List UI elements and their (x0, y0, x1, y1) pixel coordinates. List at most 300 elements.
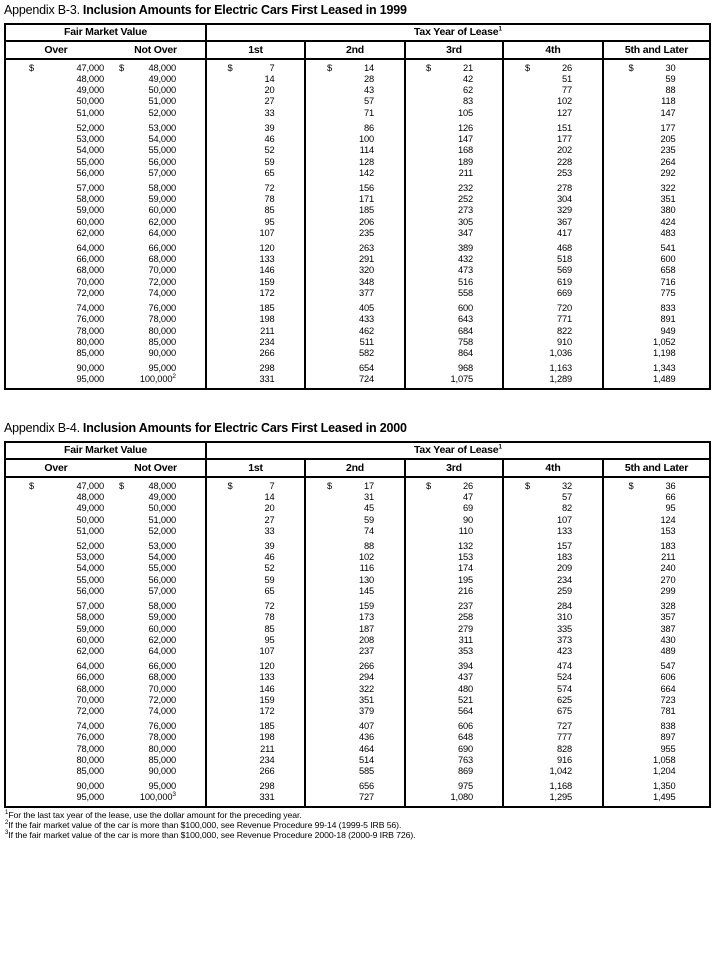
cell-not-over (106, 721, 205, 732)
value-wrap: 52,000 (148, 525, 176, 536)
value-wrap: 50,000 (76, 96, 104, 107)
cell-year-3 (404, 684, 502, 695)
cell-year-5 (602, 684, 709, 695)
value-wrap: 59,000 (76, 205, 104, 216)
value-wrap: 329 (556, 205, 572, 216)
value-wrap: 50,000 (76, 514, 104, 525)
value-wrap: 202 (556, 145, 572, 156)
value-wrap: 656 (358, 781, 374, 792)
cell-year-3 (404, 205, 502, 216)
cell-year-2 (304, 695, 404, 706)
cell-year-1 (205, 277, 304, 288)
table-row (6, 732, 709, 743)
value-wrap: 291 (358, 254, 374, 265)
value-wrap: 253 (556, 167, 572, 178)
cell-year-2 (304, 168, 404, 179)
value-wrap: 564 (457, 706, 473, 717)
footnotes (5, 811, 715, 840)
cell-year-4 (502, 205, 602, 216)
cell-year-3 (404, 108, 502, 119)
cell-not-over (106, 624, 205, 635)
value-wrap: 234 (259, 336, 275, 347)
value-wrap: 72 (264, 600, 275, 611)
value-wrap: 353 (457, 646, 473, 657)
cell-year-1 (205, 205, 304, 216)
cell-year-1 (205, 646, 304, 657)
value-wrap: 58,000 (148, 182, 176, 193)
cell-year-5 (602, 145, 709, 156)
cell-year-3 (404, 481, 502, 492)
table-row (6, 85, 709, 96)
value-wrap: 80,000 (76, 336, 104, 347)
value-wrap: 781 (660, 706, 676, 717)
cell-year-4 (502, 74, 602, 85)
cell-year-1 (205, 492, 304, 503)
col-header-not-over: Not Over (134, 462, 177, 475)
value-wrap: 146 (259, 683, 275, 694)
cell-over (6, 326, 106, 337)
cell-year-2 (304, 363, 404, 374)
cell-over (6, 96, 106, 107)
value-wrap: 1,289 (549, 374, 572, 385)
table-row (6, 672, 709, 683)
table-row (6, 481, 709, 492)
cell-year-5 (602, 74, 709, 85)
value-wrap: 258 (457, 612, 473, 623)
cell-year-2 (304, 205, 404, 216)
value-wrap: 126 (457, 122, 473, 133)
table-header-row (6, 443, 709, 460)
value-wrap: 90,000 (76, 362, 104, 373)
cell-over (6, 63, 106, 74)
value-wrap: 266 (259, 348, 275, 359)
value-wrap: 822 (556, 325, 572, 336)
value-wrap: 235 (358, 227, 374, 238)
cell-year-1 (205, 265, 304, 276)
cell-year-2 (304, 337, 404, 348)
table-row (6, 168, 709, 179)
cell-year-2 (304, 265, 404, 276)
cell-year-2 (304, 706, 404, 717)
cell-year-5 (602, 348, 709, 359)
table-row (6, 96, 709, 107)
value-wrap: 480 (457, 683, 473, 694)
value-wrap: 910 (556, 336, 572, 347)
cell-not-over (106, 265, 205, 276)
cell-year-1 (205, 123, 304, 134)
value-wrap: 168 (457, 145, 473, 156)
cell-year-3 (404, 792, 502, 803)
value-wrap: 209 (556, 563, 572, 574)
cell-year-4 (502, 363, 602, 374)
cell-over (6, 586, 106, 597)
value-wrap: 54,000 (148, 133, 176, 144)
value-wrap: 351 (358, 694, 374, 705)
value-wrap: 57 (363, 96, 374, 107)
table-row (6, 721, 709, 732)
value-wrap: 891 (660, 314, 676, 325)
cell-over (6, 145, 106, 156)
column-header-row (6, 460, 709, 478)
cell-year-4 (502, 755, 602, 766)
value-wrap: 62,000 (76, 646, 104, 657)
value-wrap: 292 (660, 167, 676, 178)
value-wrap: 483 (660, 227, 676, 238)
value-wrap: 69 (462, 503, 473, 514)
value-wrap: 723 (660, 694, 676, 705)
cell-over (6, 205, 106, 216)
table-row (6, 337, 709, 348)
value-wrap: 78,000 (148, 732, 176, 743)
value-wrap: 133 (259, 672, 275, 683)
cell-over (6, 288, 106, 299)
cell-year-2 (304, 277, 404, 288)
table-row (6, 503, 709, 514)
appendix-b4-title (4, 421, 715, 435)
cell-year-1 (205, 228, 304, 239)
cell-year-3 (404, 492, 502, 503)
cell-year-5 (602, 96, 709, 107)
value-wrap: 58,000 (76, 612, 104, 623)
value-wrap: 59,000 (148, 612, 176, 623)
value-wrap: 1,295 (549, 792, 572, 803)
value-wrap: 147 (660, 107, 676, 118)
value-wrap: 95,000 (76, 374, 104, 385)
value-wrap: 541 (660, 242, 676, 253)
cell-not-over (106, 552, 205, 563)
value-wrap: 33 (264, 525, 275, 536)
value-wrap: 174 (457, 563, 473, 574)
value-wrap: 159 (259, 694, 275, 705)
value-wrap: 955 (660, 743, 676, 754)
value-wrap: 118 (661, 96, 676, 107)
cell-year-4 (502, 288, 602, 299)
value-wrap: 127 (556, 107, 572, 118)
cell-year-3 (404, 157, 502, 168)
cell-year-2 (304, 63, 404, 74)
cell-year-5 (602, 706, 709, 717)
value-wrap: $ 21 (426, 62, 473, 73)
value-wrap: 1,489 (652, 374, 676, 385)
cell-year-5 (602, 515, 709, 526)
cell-year-2 (304, 612, 404, 623)
cell-not-over (106, 515, 205, 526)
cell-year-4 (502, 303, 602, 314)
cell-year-4 (502, 134, 602, 145)
value-wrap: 417 (556, 227, 572, 238)
value-wrap: 95,000 (148, 362, 176, 373)
cell-not-over (106, 63, 205, 74)
dollar-sign: $ (29, 480, 35, 491)
value-wrap: 100,000$^2$ (139, 373, 176, 385)
value-wrap: 55,000 (76, 156, 104, 167)
value-wrap: $ 26 (525, 62, 572, 73)
value-wrap: 270 (660, 574, 676, 585)
value-wrap: 547 (660, 661, 676, 671)
value-wrap: 78 (264, 612, 275, 623)
cell-year-4 (502, 563, 602, 574)
cell-year-4 (502, 732, 602, 743)
value-wrap: 394 (457, 661, 473, 671)
value-wrap: $ 26 (426, 480, 473, 491)
cell-over (6, 228, 106, 239)
value-wrap: 74,000 (76, 721, 104, 732)
value-wrap: 20 (264, 503, 275, 514)
cell-year-4 (502, 157, 602, 168)
cell-year-3 (404, 74, 502, 85)
cell-year-1 (205, 601, 304, 612)
value-wrap: 758 (457, 336, 473, 347)
cell-year-1 (205, 157, 304, 168)
value-wrap: 31 (363, 492, 374, 503)
value-wrap: 328 (660, 600, 676, 611)
cell-not-over (106, 145, 205, 156)
value-wrap: 205 (660, 133, 676, 144)
cell-year-4 (502, 217, 602, 228)
cell-year-5 (602, 624, 709, 635)
value-wrap: 49,000 (148, 492, 176, 503)
value-wrap: 294 (358, 672, 374, 683)
cell-year-1 (205, 145, 304, 156)
cell-year-5 (602, 503, 709, 514)
tax-year-header: Tax Year of Lease$^1$ (205, 25, 709, 40)
value-wrap: 95 (264, 216, 275, 227)
cell-year-3 (404, 635, 502, 646)
cell-year-3 (404, 732, 502, 743)
cell-not-over (106, 194, 205, 205)
cell-year-2 (304, 326, 404, 337)
value-wrap: 76,000 (148, 302, 176, 313)
cell-year-3 (404, 254, 502, 265)
value-wrap: 558 (457, 288, 473, 299)
value-wrap: 777 (556, 732, 572, 743)
cell-year-1 (205, 348, 304, 359)
value-wrap: 263 (358, 242, 374, 253)
cell-year-5 (602, 228, 709, 239)
cell-year-1 (205, 672, 304, 683)
cell-not-over (106, 326, 205, 337)
value-wrap: 177 (660, 122, 676, 133)
value-wrap: 80,000 (76, 754, 104, 765)
cell-year-5 (602, 766, 709, 777)
value-wrap: 347 (457, 227, 473, 238)
cell-year-3 (404, 265, 502, 276)
table-row (6, 265, 709, 276)
value-wrap: 68,000 (76, 683, 104, 694)
value-wrap: 88 (665, 85, 676, 96)
cell-year-5 (602, 781, 709, 792)
value-wrap: 389 (457, 242, 473, 253)
cell-year-3 (404, 526, 502, 537)
table-row (6, 205, 709, 216)
value-wrap: 489 (660, 646, 676, 657)
cell-year-5 (602, 183, 709, 194)
value-wrap: 70,000 (76, 276, 104, 287)
cell-year-5 (602, 721, 709, 732)
value-wrap: 145 (358, 586, 374, 597)
value-wrap: 62,000 (148, 216, 176, 227)
value-wrap: 52,000 (76, 540, 104, 551)
cell-year-5 (602, 661, 709, 672)
cell-year-4 (502, 706, 602, 717)
dollar-sign: $ (29, 62, 35, 73)
cell-not-over (106, 744, 205, 755)
cell-year-5 (602, 635, 709, 646)
cell-over (6, 183, 106, 194)
value-wrap: 95,000 (76, 792, 104, 803)
value-wrap: 52,000 (76, 122, 104, 133)
value-wrap: 64,000 (76, 661, 104, 671)
value-wrap: 237 (457, 600, 473, 611)
cell-year-3 (404, 586, 502, 597)
table-row (6, 744, 709, 755)
value-wrap: 335 (556, 623, 572, 634)
value-wrap: 298 (259, 362, 275, 373)
value-wrap: 423 (556, 646, 572, 657)
cell-year-5 (602, 108, 709, 119)
cell-year-1 (205, 243, 304, 254)
cell-year-4 (502, 243, 602, 254)
value-wrap: 157 (556, 540, 572, 551)
cell-year-3 (404, 575, 502, 586)
table-row (6, 217, 709, 228)
cell-year-4 (502, 552, 602, 563)
cell-year-1 (205, 586, 304, 597)
value-wrap: 88 (363, 540, 374, 551)
value-wrap: 1,198 (652, 348, 676, 359)
value-wrap: 74,000 (148, 288, 176, 299)
value-wrap: 64,000 (76, 242, 104, 253)
value-wrap: 128 (358, 156, 374, 167)
value-wrap: 85,000 (148, 336, 176, 347)
cell-year-3 (404, 194, 502, 205)
cell-over (6, 612, 106, 623)
cell-over (6, 695, 106, 706)
value-wrap: 185 (259, 302, 275, 313)
value-wrap: 90,000 (148, 766, 176, 777)
value-wrap: 916 (556, 754, 572, 765)
value-wrap: 71 (363, 107, 374, 118)
cell-year-3 (404, 348, 502, 359)
value-wrap: 51,000 (148, 514, 176, 525)
cell-year-1 (205, 563, 304, 574)
value-wrap: 380 (660, 205, 676, 216)
value-wrap: 211 (458, 167, 473, 178)
cell-over (6, 563, 106, 574)
value-wrap: 53,000 (148, 122, 176, 133)
cell-year-1 (205, 766, 304, 777)
table-row (6, 492, 709, 503)
cell-year-4 (502, 601, 602, 612)
cell-not-over (106, 503, 205, 514)
cell-over (6, 374, 106, 385)
value-wrap: 1,036 (549, 348, 572, 359)
cell-not-over (106, 575, 205, 586)
cell-year-4 (502, 744, 602, 755)
cell-year-2 (304, 552, 404, 563)
cell-year-1 (205, 134, 304, 145)
value-wrap: 105 (457, 107, 473, 118)
value-wrap: 1,058 (652, 754, 676, 765)
cell-year-1 (205, 635, 304, 646)
value-wrap: 322 (660, 182, 676, 193)
value-wrap: 65 (264, 586, 275, 597)
value-wrap: 77 (561, 85, 572, 96)
cell-year-3 (404, 217, 502, 228)
cell-over (6, 348, 106, 359)
dollar-sign: $ (227, 62, 233, 73)
cell-year-2 (304, 575, 404, 586)
value-wrap: 124 (660, 514, 676, 525)
value-wrap: 52 (264, 563, 275, 574)
value-wrap: 235 (660, 145, 676, 156)
fmv-header: Fair Market Value (64, 26, 147, 38)
cell-year-3 (404, 706, 502, 717)
value-wrap: $ 32 (525, 480, 572, 491)
value-wrap: 211 (661, 552, 676, 563)
value-wrap: 1,495 (652, 792, 676, 803)
value-wrap: 171 (358, 194, 374, 205)
cell-year-1 (205, 183, 304, 194)
table-row (6, 123, 709, 134)
cell-year-4 (502, 646, 602, 657)
value-wrap: 975 (457, 781, 473, 792)
table-row (6, 624, 709, 635)
value-wrap: 60,000 (148, 205, 176, 216)
value-wrap: 720 (556, 302, 572, 313)
cell-over (6, 792, 106, 803)
value-wrap: 432 (457, 254, 473, 265)
cell-year-3 (404, 145, 502, 156)
table-row (6, 228, 709, 239)
cell-year-1 (205, 96, 304, 107)
cell-over (6, 721, 106, 732)
cell-year-4 (502, 575, 602, 586)
cell-year-5 (602, 157, 709, 168)
value-wrap: 373 (556, 634, 572, 645)
value-wrap: 240 (660, 563, 676, 574)
cell-year-1 (205, 303, 304, 314)
value-wrap: 600 (457, 302, 473, 313)
cell-year-3 (404, 563, 502, 574)
cell-year-2 (304, 526, 404, 537)
cell-year-2 (304, 288, 404, 299)
value-wrap: 331 (259, 792, 275, 803)
value-wrap: 68,000 (76, 265, 104, 276)
col-header-year-1: 1st (205, 42, 304, 58)
dollar-sign: $ (327, 480, 333, 491)
table-row (6, 684, 709, 695)
value-wrap: 130 (358, 574, 374, 585)
value-wrap: 727 (358, 792, 374, 803)
value-wrap: 195 (457, 574, 473, 585)
value-wrap: 49,000 (148, 73, 176, 84)
cell-year-5 (602, 374, 709, 385)
table-row (6, 63, 709, 74)
cell-year-4 (502, 766, 602, 777)
cell-year-4 (502, 672, 602, 683)
value-wrap: 52,000 (148, 107, 176, 118)
value-wrap: 234 (556, 574, 572, 585)
value-wrap: 151 (556, 122, 572, 133)
value-wrap: 51,000 (76, 107, 104, 118)
value-wrap: $ 14 (327, 62, 374, 73)
cell-over (6, 732, 106, 743)
table-row (6, 601, 709, 612)
value-wrap: 474 (556, 661, 572, 671)
dollar-sign: $ (119, 62, 125, 73)
col-header-not-over: Not Over (134, 44, 177, 56)
